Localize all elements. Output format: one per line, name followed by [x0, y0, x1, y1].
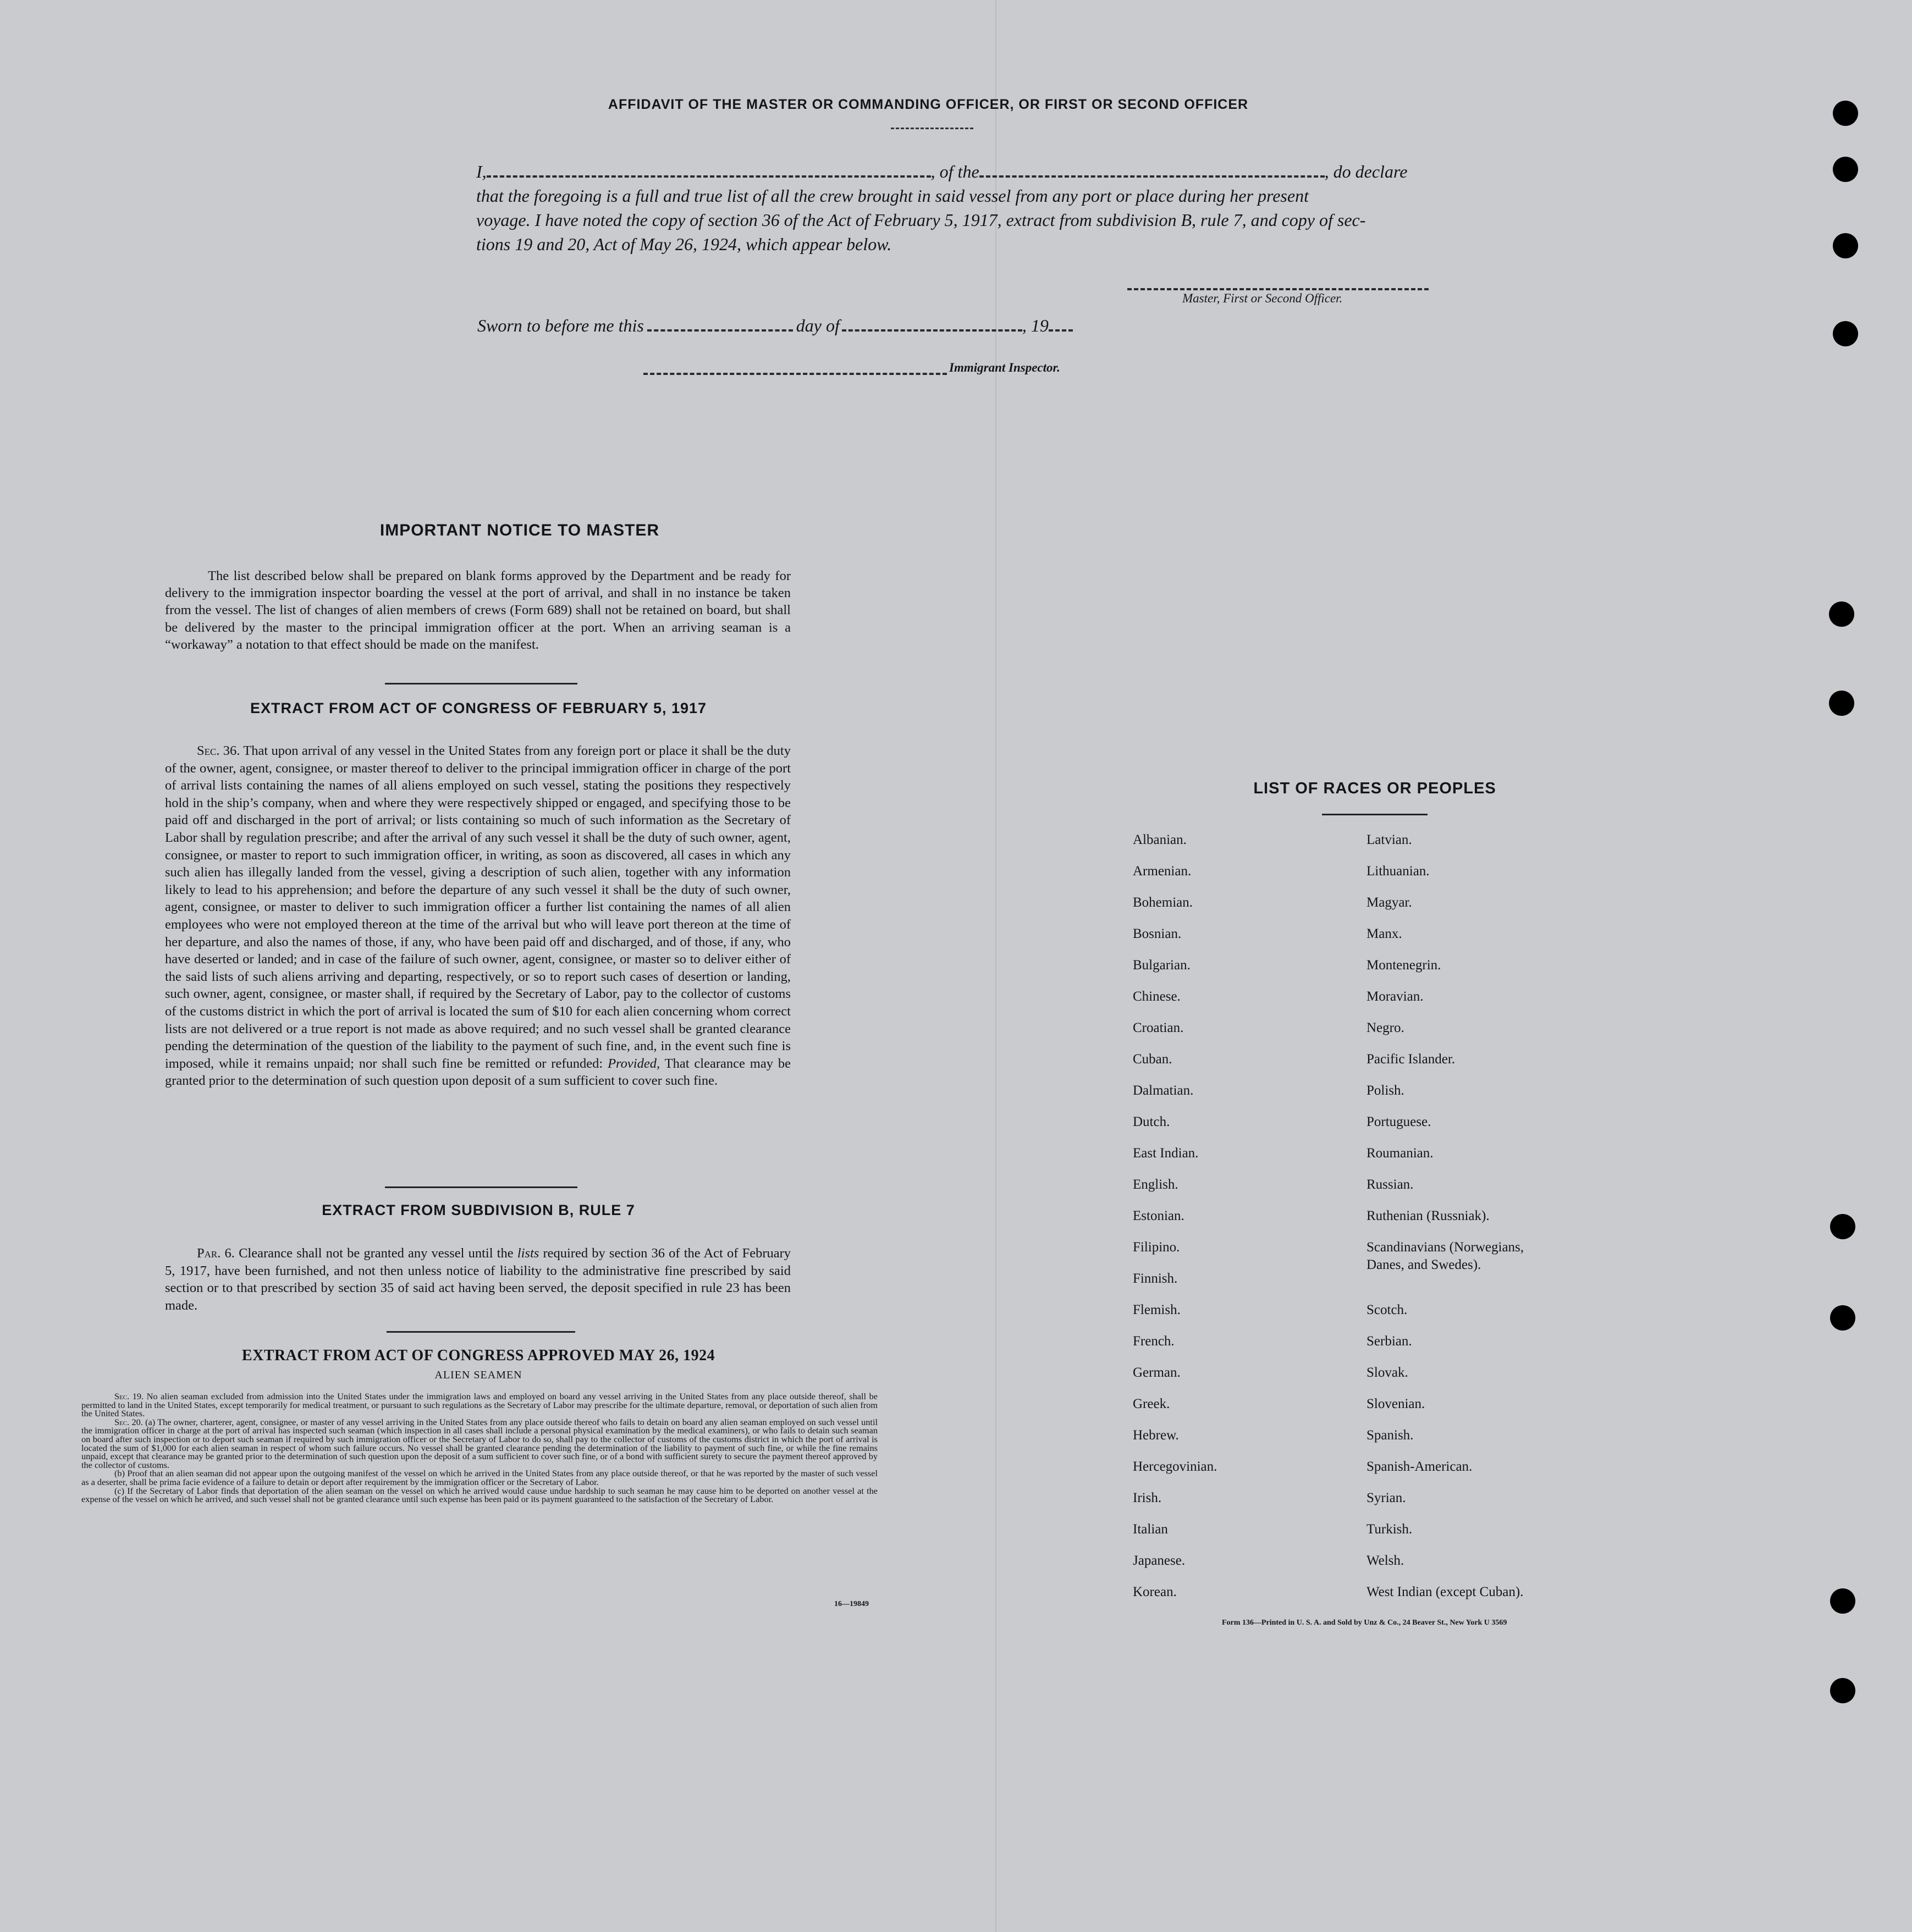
divider [387, 1331, 575, 1333]
races-title: LIST OF RACES OR PEOPLES [1253, 780, 1496, 797]
officer-signature-line[interactable] [1127, 288, 1429, 290]
act-1924-text [81, 1392, 878, 1504]
extract-1917-text [165, 742, 791, 1090]
races-column-2 [1366, 831, 1630, 1615]
race-item: Albanian. [1133, 832, 1187, 847]
notice-text: The list described below shall be prepared on blank forms approved by the Department and be ready for delivery to the immigration inspector boarding the vessel at the port of arrival, and shall in no instance be taken from the vessel. The list of changes of alien members of crews (Form 689) shall not be retained on board, but shall be delivered by the master to the principal immigration officer at the port. When an arriving seaman is a “workaway” a notation to that effect should be made on the manifest. [165, 568, 791, 652]
race-item: Bohemian. [1133, 895, 1193, 910]
race-item: Italian [1133, 1522, 1168, 1537]
declaration-line [476, 159, 1461, 184]
race-item: Polish. [1366, 1083, 1404, 1098]
race-item: Bosnian. [1133, 926, 1182, 941]
race-item: English. [1133, 1177, 1178, 1192]
punch-hole [1830, 1678, 1855, 1703]
section-19 [81, 1392, 878, 1418]
affidavit-text [476, 159, 1461, 256]
sworn-prefix: Sworn to before me this [477, 316, 644, 335]
sworn-line [477, 316, 1073, 336]
race-item: Bulgarian. [1133, 958, 1191, 973]
race-item: Negro. [1366, 1020, 1404, 1035]
race-item: Pacific Islander. [1366, 1052, 1456, 1067]
race-item: Hercegovinian. [1133, 1459, 1217, 1474]
race-item: Latvian. [1366, 832, 1412, 847]
punch-hole [1833, 321, 1858, 346]
race-item: Roumanian. [1366, 1146, 1434, 1161]
declaration-text-4: tions 19 and 20, Act of May 26, 1924, which appear below. [476, 234, 892, 254]
section-36-end: That clearance may be granted prior to the determination of such question upon deposit of a sum sufficient to cover such fine. [165, 1056, 791, 1089]
race-item: Chinese. [1133, 989, 1181, 1004]
rule7-title: EXTRACT FROM SUBDIVISION B, RULE 7 [322, 1202, 635, 1218]
fold-line [995, 0, 996, 1932]
par-6-body-a: Clearance shall not be granted any vessel until the [239, 1246, 514, 1261]
provided-word: Provided, [608, 1056, 660, 1071]
race-item: Finnish. [1133, 1271, 1178, 1286]
punch-hole [1830, 1305, 1855, 1331]
punch-hole [1830, 1214, 1855, 1239]
race-item: Scandinavians (Norwegians, Danes, and Swedes). [1366, 1240, 1524, 1272]
race-item: Turkish. [1366, 1522, 1413, 1537]
race-item: Scotch. [1366, 1302, 1408, 1317]
race-item: Filipino. [1133, 1240, 1180, 1255]
section-20b: (b) Proof that an alien seaman did not appear upon the outgoing manifest of the vessel on which he arrived in the United States from any place outside thereof, or that he was reported by the master of such vessel as a deserter, shall be prima facie evidence of a failure to detain or deport after requirement by the immigration officer or the Secretary of Labor. [81, 1468, 878, 1487]
race-item: Portuguese. [1366, 1114, 1431, 1129]
divider [385, 1186, 577, 1188]
race-item: Moravian. [1366, 989, 1424, 1004]
inspector-label: Immigrant Inspector. [949, 361, 1060, 374]
sworn-month-field[interactable] [842, 329, 1022, 332]
sworn-day-label: day of [796, 316, 840, 335]
affidavit-title: AFFIDAVIT OF THE MASTER OR COMMANDING OFFICER, OR FIRST OR SECOND OFFICER [608, 97, 1249, 112]
race-item: Spanish. [1366, 1428, 1414, 1443]
race-item: Cuban. [1133, 1052, 1172, 1067]
section-20-label: Sec. 20. [114, 1416, 143, 1427]
section-20c: (c) If the Secretary of Labor finds that deportation of the alien seaman on the vessel on which he arrived would cause undue hardship to such seaman he may cause him to be deported on another vessel at the expense of the vessel on which he arrived, and such vessel shall not be granted clearance until such expense has been paid or its payment guaranteed to the satisfaction of the Secretary of Labor. [81, 1485, 878, 1505]
officer-signature-label: Master, First or Second Officer. [1182, 291, 1343, 305]
race-item: Japanese. [1133, 1553, 1186, 1568]
declaration-text-2: that the foregoing is a full and true list of all the crew brought in said vessel from any port or place during her present [476, 186, 1309, 206]
race-item: Dutch. [1133, 1114, 1170, 1129]
race-item: German. [1133, 1365, 1181, 1380]
race-item: Croatian. [1133, 1020, 1184, 1035]
race-item: Hebrew. [1133, 1428, 1179, 1443]
divider [385, 683, 577, 685]
sworn-year-prefix: , 19 [1022, 316, 1049, 335]
section-36-body: That upon arrival of any vessel in the United States from any foreign port or place it shall be the duty of the owner, agent, consignee, or master thereof to deliver to the principal immigration officer in charge of the port of arrival lists containing the names of all aliens employed on such vessel, stating the positions they respectively hold in the ship’s company, when and where they were respectively shipped or engaged, and specifying those to be paid off and discharged in the port of arrival; or lists containing so much of such information as the Secretary of Labor shall by regulation prescribe; and after the arrival of any such vessel it shall be the duty of such owner, agent, consignee, or master to report to such immigration officer, in writing, as soon as discovered, all cases in which any such alien has illegally landed from the vessel, giving a description of such alien, together with any information likely to lead to his apprehension; and before the departure of any such vessel it shall be the duty of such owner, agent, consignee, or master to deliver to such immigration officer a further list containing the names of all alien employees who were not employed thereon at the time of the arrival but who will leave port thereon at the time of her departure, and also the names of those, if any, who have been paid off and discharged, and of those, if any, who have deserted or landed; and in case of the failure of such owner, agent, consignee, or master so to deliver either of the said lists of such aliens arriving and departing, respectively, or so to report such cases of desertion or landing, such owner, agent, consignee, or master shall, if required by the Secretary of Labor, pay to the collector of customs of the customs district in which the port of arrival is located the sum of $10 for each alien concerning whom correct lists are not delivered or a true report is not made as above required; and no such vessel shall be granted clearance pending the determination of the question of the liability to the payment of such fine, and, in the event such fine is imposed, while it remains unpaid; nor shall such fine be remitted or refunded: [165, 743, 791, 1071]
declarant-prefix: I, [476, 162, 487, 181]
declaration-text-3: voyage. I have noted the copy of section 36 of the Act of February 5, 1917, extract from subdivision B, rule 7, and copy of sec- [476, 210, 1366, 230]
vessel-prefix: , of the [930, 162, 979, 181]
par-6-label: Par. 6. [197, 1246, 235, 1261]
race-item: French. [1133, 1334, 1175, 1349]
races-column-1 [1133, 831, 1342, 1615]
race-item: Slovak. [1366, 1365, 1408, 1380]
section-19-body: No alien seaman excluded from admission into the United States under the immigration laws and employed on board any vessel arriving in the United States from any place outside thereof, shall be permitted to land in the United States, except temporarily for medical treatment, or pursuant to such regulations as the Secretary of Labor may prescribe for the ultimate departure, removal, or deportation of such alien from the United States. [81, 1391, 878, 1419]
act-1924-title: EXTRACT FROM ACT OF CONGRESS APPROVED MAY 26, 1924 [241, 1347, 715, 1364]
print-code: 16—19849 [834, 1600, 869, 1608]
race-item: Irish. [1133, 1491, 1162, 1505]
race-item: Flemish. [1133, 1302, 1181, 1317]
punch-hole [1830, 1588, 1855, 1614]
sworn-year-field[interactable] [1049, 329, 1073, 332]
race-item: Armenian. [1133, 864, 1192, 879]
sworn-day-field[interactable] [647, 329, 793, 332]
races-title-underline [1322, 814, 1428, 815]
race-item: Russian. [1366, 1177, 1414, 1192]
race-item: East Indian. [1133, 1146, 1199, 1161]
act-1924-subtitle: ALIEN SEAMEN [434, 1369, 522, 1381]
race-item: Korean. [1133, 1585, 1177, 1599]
race-item: Serbian. [1366, 1334, 1412, 1349]
race-item: Manx. [1366, 926, 1402, 941]
punch-hole [1829, 601, 1854, 627]
declarant-name-field[interactable] [487, 175, 931, 178]
race-item: Syrian. [1366, 1491, 1406, 1505]
vessel-name-field[interactable] [979, 175, 1325, 178]
inspector-signature-line[interactable] [643, 373, 947, 375]
punch-hole [1833, 233, 1858, 258]
section-36-label: Sec. 36. [197, 743, 240, 758]
lists-word: lists [517, 1246, 539, 1261]
section-19-label: Sec. 19. [114, 1391, 144, 1401]
race-item: Slovenian. [1366, 1396, 1425, 1411]
race-item: Welsh. [1366, 1553, 1404, 1568]
punch-hole [1833, 101, 1858, 126]
race-item: West Indian (except Cuban). [1366, 1585, 1524, 1599]
section-20a [81, 1418, 878, 1470]
extract-1917-title: EXTRACT FROM ACT OF CONGRESS OF FEBRUARY 5, 1917 [250, 700, 707, 716]
notice-title: IMPORTANT NOTICE TO MASTER [379, 521, 660, 539]
race-item: Ruthenian (Russniak). [1366, 1208, 1490, 1223]
form-footnote: Form 136—Printed in U. S. A. and Sold by Unz & Co., 24 Beaver St., New York U 3569 [1222, 1619, 1507, 1627]
race-item: Magyar. [1366, 895, 1412, 910]
title-underline [891, 128, 973, 129]
race-item: Montenegrin. [1366, 958, 1441, 973]
par-6-body-b: required by section 36 of the Act of February 5, 1917, have been furnished, and not then unless notice of liability to the administrative fine prescribed by said section or to that prescribed by section 35 of said act having been served, the deposit specified in rule 23 has been made. [165, 1246, 791, 1313]
section-20a-body: (a) The owner, charterer, agent, consignee, or master of any vessel arriving in the United States from any place outside thereof who fails to detain on board any alien seaman employed on such vessel until the immigration officer in charge at the port of arrival has inspected such seaman (which inspection in all cases shall include a personal physical examination by the medical examiners), or who fails to detain such seaman on board after such inspection or to deport such seaman if required by such immigration officer or the Secretary of Labor to do so, shall pay to the collector of customs of the customs district in which the port of arrival is located the sum of $1,000 for each alien seaman in respect of whom such failure occurs. No vessel shall be granted clearance pending the determination of the liability to payment of such fine, or while the fine remains unpaid, except that clearance may be granted prior to the determination of such question upon the deposit of a sum sufficient to cover such fine, or of a bond with sufficient surety to secure the payment thereof approved by the collector of customs. [81, 1416, 878, 1470]
race-item: Greek. [1133, 1396, 1170, 1411]
race-item: Lithuanian. [1366, 864, 1430, 879]
race-item: Estonian. [1133, 1208, 1184, 1223]
rule7-text [165, 1245, 791, 1314]
race-item: Spanish-American. [1366, 1459, 1473, 1474]
race-item: Dalmatian. [1133, 1083, 1194, 1098]
declare-suffix: , do declare [1324, 162, 1408, 181]
punch-hole [1833, 157, 1858, 182]
punch-hole [1829, 691, 1854, 716]
